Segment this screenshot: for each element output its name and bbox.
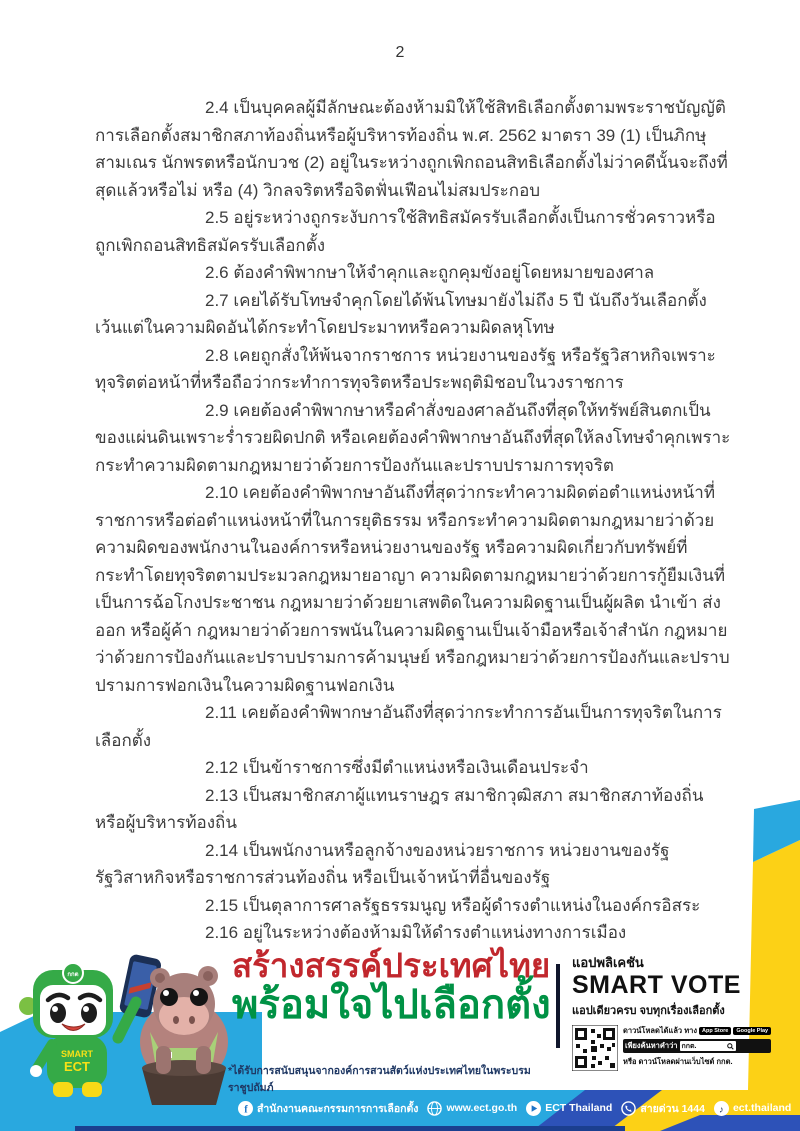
campaign-banner xyxy=(0,940,800,1094)
headline-line2: พร้อมใจไปเลือกตั้ง xyxy=(232,982,551,1027)
paragraph-2-12: 2.12 เป็นข้าราชการซึ่งมีตำแหน่งหรือเงินเดือนประจำ xyxy=(205,758,589,777)
paragraph-2-8: 2.8 เคยถูกสั่งให้พ้นจากราชการ หน่วยงานของรัฐ หรือรัฐวิสาหกิจเพราะทุจริตต่อหน้าที่หรือถือว่ากระทำการทุจริตหรือประพฤติมิชอบในวงราชการ xyxy=(95,345,716,392)
search-line: เพียงค้นหาคำว่า xyxy=(625,1041,678,1050)
sponsor-footnote: *ได้รับการสนับสนุนจากองค์การสวนสัตว์แห่งประเทศไทยในพระบรมราชูปถัมภ์ xyxy=(228,1065,531,1094)
footer-tiktok[interactable]: ♪ ect.thailand xyxy=(714,1101,791,1116)
smart-vote-panel xyxy=(572,952,769,1071)
paragraph-2-11: 2.11 เคยต้องคำพิพากษาอันถึงที่สุดว่ากระทำการอันเป็นการทุจริตในการเลือกตั้ง xyxy=(95,703,722,750)
search-pill xyxy=(623,1039,771,1053)
paragraph-2-9: 2.9 เคยต้องคำพิพากษาหรือคำสั่งของศาลอันถึงที่สุดให้ทรัพย์สินตกเป็นของแผ่นดินเพราะร่ำรวยผิดปกติ หรือเคยต้องคำพิพากษาอันถึงที่สุดให้ลงโทษจำคุกเพราะกระทำความผิดตามกฎหมายว่าด้วยการป้องกันและปราบปรามการทุจริต xyxy=(95,400,731,475)
footer-youtube[interactable]: ECT Thailand xyxy=(526,1101,612,1116)
app-name: SMART VOTE xyxy=(572,971,741,999)
tiktok-icon xyxy=(714,1101,729,1116)
website-line: หรือ ดาวน์โหลดผ่านเว็บไซต์ กกต. xyxy=(623,1057,733,1066)
svg-text:f: f xyxy=(244,1104,248,1116)
footer-website[interactable]: www.ect.go.th xyxy=(427,1101,517,1116)
paragraph-2-5: 2.5 อยู่ระหว่างถูกระงับการใช้สิทธิสมัครรับเลือกตั้งเป็นการชั่วคราวหรือถูกเพิกถอนสิทธิสมัครรับเลือกตั้ง xyxy=(95,208,716,255)
app-label: แอปพลิเคชัน xyxy=(572,955,644,970)
paragraph-2-10: 2.10 เคยต้องคำพิพากษาอันถึงที่สุดว่ากระทำความผิดต่อตำแหน่งหน้าที่ราชการหรือต่อตำแหน่งหน้าที่ในการยุติธรรม หรือกระทำความผิดตามกฎหมายว่าด้วยความผิดของพนักงานในองค์การหรือหน่วยงานของรัฐ หรือความผิดเกี่ยวกับทรัพย์ที่กระทำโดยทุจริตตามประมวลกฎหมายอาญา ความผิดตามกฎหมายว่าด้วยการกู้ยืมเงินที่เป็นการฉ้อโกงประชาชน กฎหมายว่าด้วยยาเสพติดในความผิดฐานเป็นผู้ผลิต นำเข้า ส่งออก หรือผู้ค้า กฎหมายว่าด้วยการพนันในความผิดฐานเป็นเจ้ามือหรือเจ้าสำนัก กฎหมายว่าด้วยการป้องกันและปราบปรามการค้ามนุษย์ หรือกฎหมายว่าด้วยการป้องกันและปราบปรามการฟอกเงินในความผิดฐานฟอกเงิน xyxy=(95,483,730,695)
play-icon xyxy=(526,1101,541,1116)
google-play-badge[interactable]: Google Play xyxy=(733,1027,771,1035)
search-value: กกต. xyxy=(681,1042,697,1050)
search-input[interactable] xyxy=(680,1041,736,1051)
svg-text:SMART: SMART xyxy=(61,1049,93,1059)
footer-hotline[interactable]: สายด่วน 1444 xyxy=(621,1100,705,1117)
svg-text:กกต: กกต xyxy=(67,972,79,978)
svg-text:♪: ♪ xyxy=(719,1103,724,1114)
campaign-headline xyxy=(232,948,551,1027)
paragraph-2-15: 2.15 เป็นตุลาการศาลรัฐธรรมนูญ หรือผู้ดำรงตำแหน่งในองค์กรอิสระ xyxy=(205,895,701,915)
paragraph-2-13: 2.13 เป็นสมาชิกสภาผู้แทนราษฎร สมาชิกวุฒิสภา สมาชิกสภาท้องถิ่น หรือผู้บริหารท้องถิ่น xyxy=(95,785,704,832)
page-number: 2 xyxy=(395,44,405,61)
globe-icon xyxy=(427,1101,442,1116)
paragraph-2-14: 2.14 เป็นพนักงานหรือลูกจ้างของหน่วยราชการ หน่วยงานของรัฐ รัฐวิสาหกิจหรือราชการส่วนท้องถิ่น หรือเป็นเจ้าหน้าที่อื่นของรัฐ xyxy=(95,840,670,887)
document-body xyxy=(95,94,731,947)
app-store-badge[interactable]: App Store xyxy=(699,1027,731,1035)
phone-icon xyxy=(621,1101,636,1116)
search-icon xyxy=(727,1043,734,1050)
qr-code xyxy=(572,1025,618,1071)
paragraph-2-4: 2.4 เป็นบุคคลผู้มีลักษณะต้องห้ามมิให้ใช้สิทธิเลือกตั้งตามพระราชบัญญัติการเลือกตั้งสมาชิกสภาท้องถิ่นหรือผู้บริหารท้องถิ่น พ.ศ. 2562 มาตรา 39 (1) เป็นภิกษุ สามเณร นักพรตหรือนักบวช (2) อยู่ในระหว่างถูกเพิกถอนสิทธิเลือกตั้งไม่ว่าคดีนั้นจะถึงที่สุดแล้วหรือไม่ หรือ (4) วิกลจริตหรือจิตฟั่นเฟือนไม่สมประกอบ xyxy=(95,98,728,200)
app-tagline: แอปเดียวครบ จบทุกเรื่องเลือกตั้ง xyxy=(572,1005,725,1017)
svg-text:ECT: ECT xyxy=(64,1059,90,1074)
paragraph-2-6: 2.6 ต้องคำพิพากษาให้จำคุกและถูกคุมขังอยู่โดยหมายของศาล xyxy=(205,263,655,282)
download-line: ดาวน์โหลดได้แล้ว ทาง xyxy=(623,1026,698,1035)
paragraph-2-7: 2.7 เคยได้รับโทษจำคุกโดยได้พ้นโทษมายังไม่ถึง 5 ปี นับถึงวันเลือกตั้ง เว้นแต่ในความผิดอันได้กระทำโดยประมาทหรือความผิดลหุโทษ xyxy=(95,290,707,337)
footer-facebook[interactable]: f สำนักงานคณะกรรมการการเลือกตั้ง xyxy=(238,1100,418,1117)
vertical-divider xyxy=(556,964,560,1048)
headline-line1: สร้างสรรค์ประเทศไทย xyxy=(232,947,551,984)
paragraph-2-16: 2.16 อยู่ในระหว่างต้องห้ามมิให้ดำรงตำแหน่งทางการเมือง xyxy=(205,923,627,942)
